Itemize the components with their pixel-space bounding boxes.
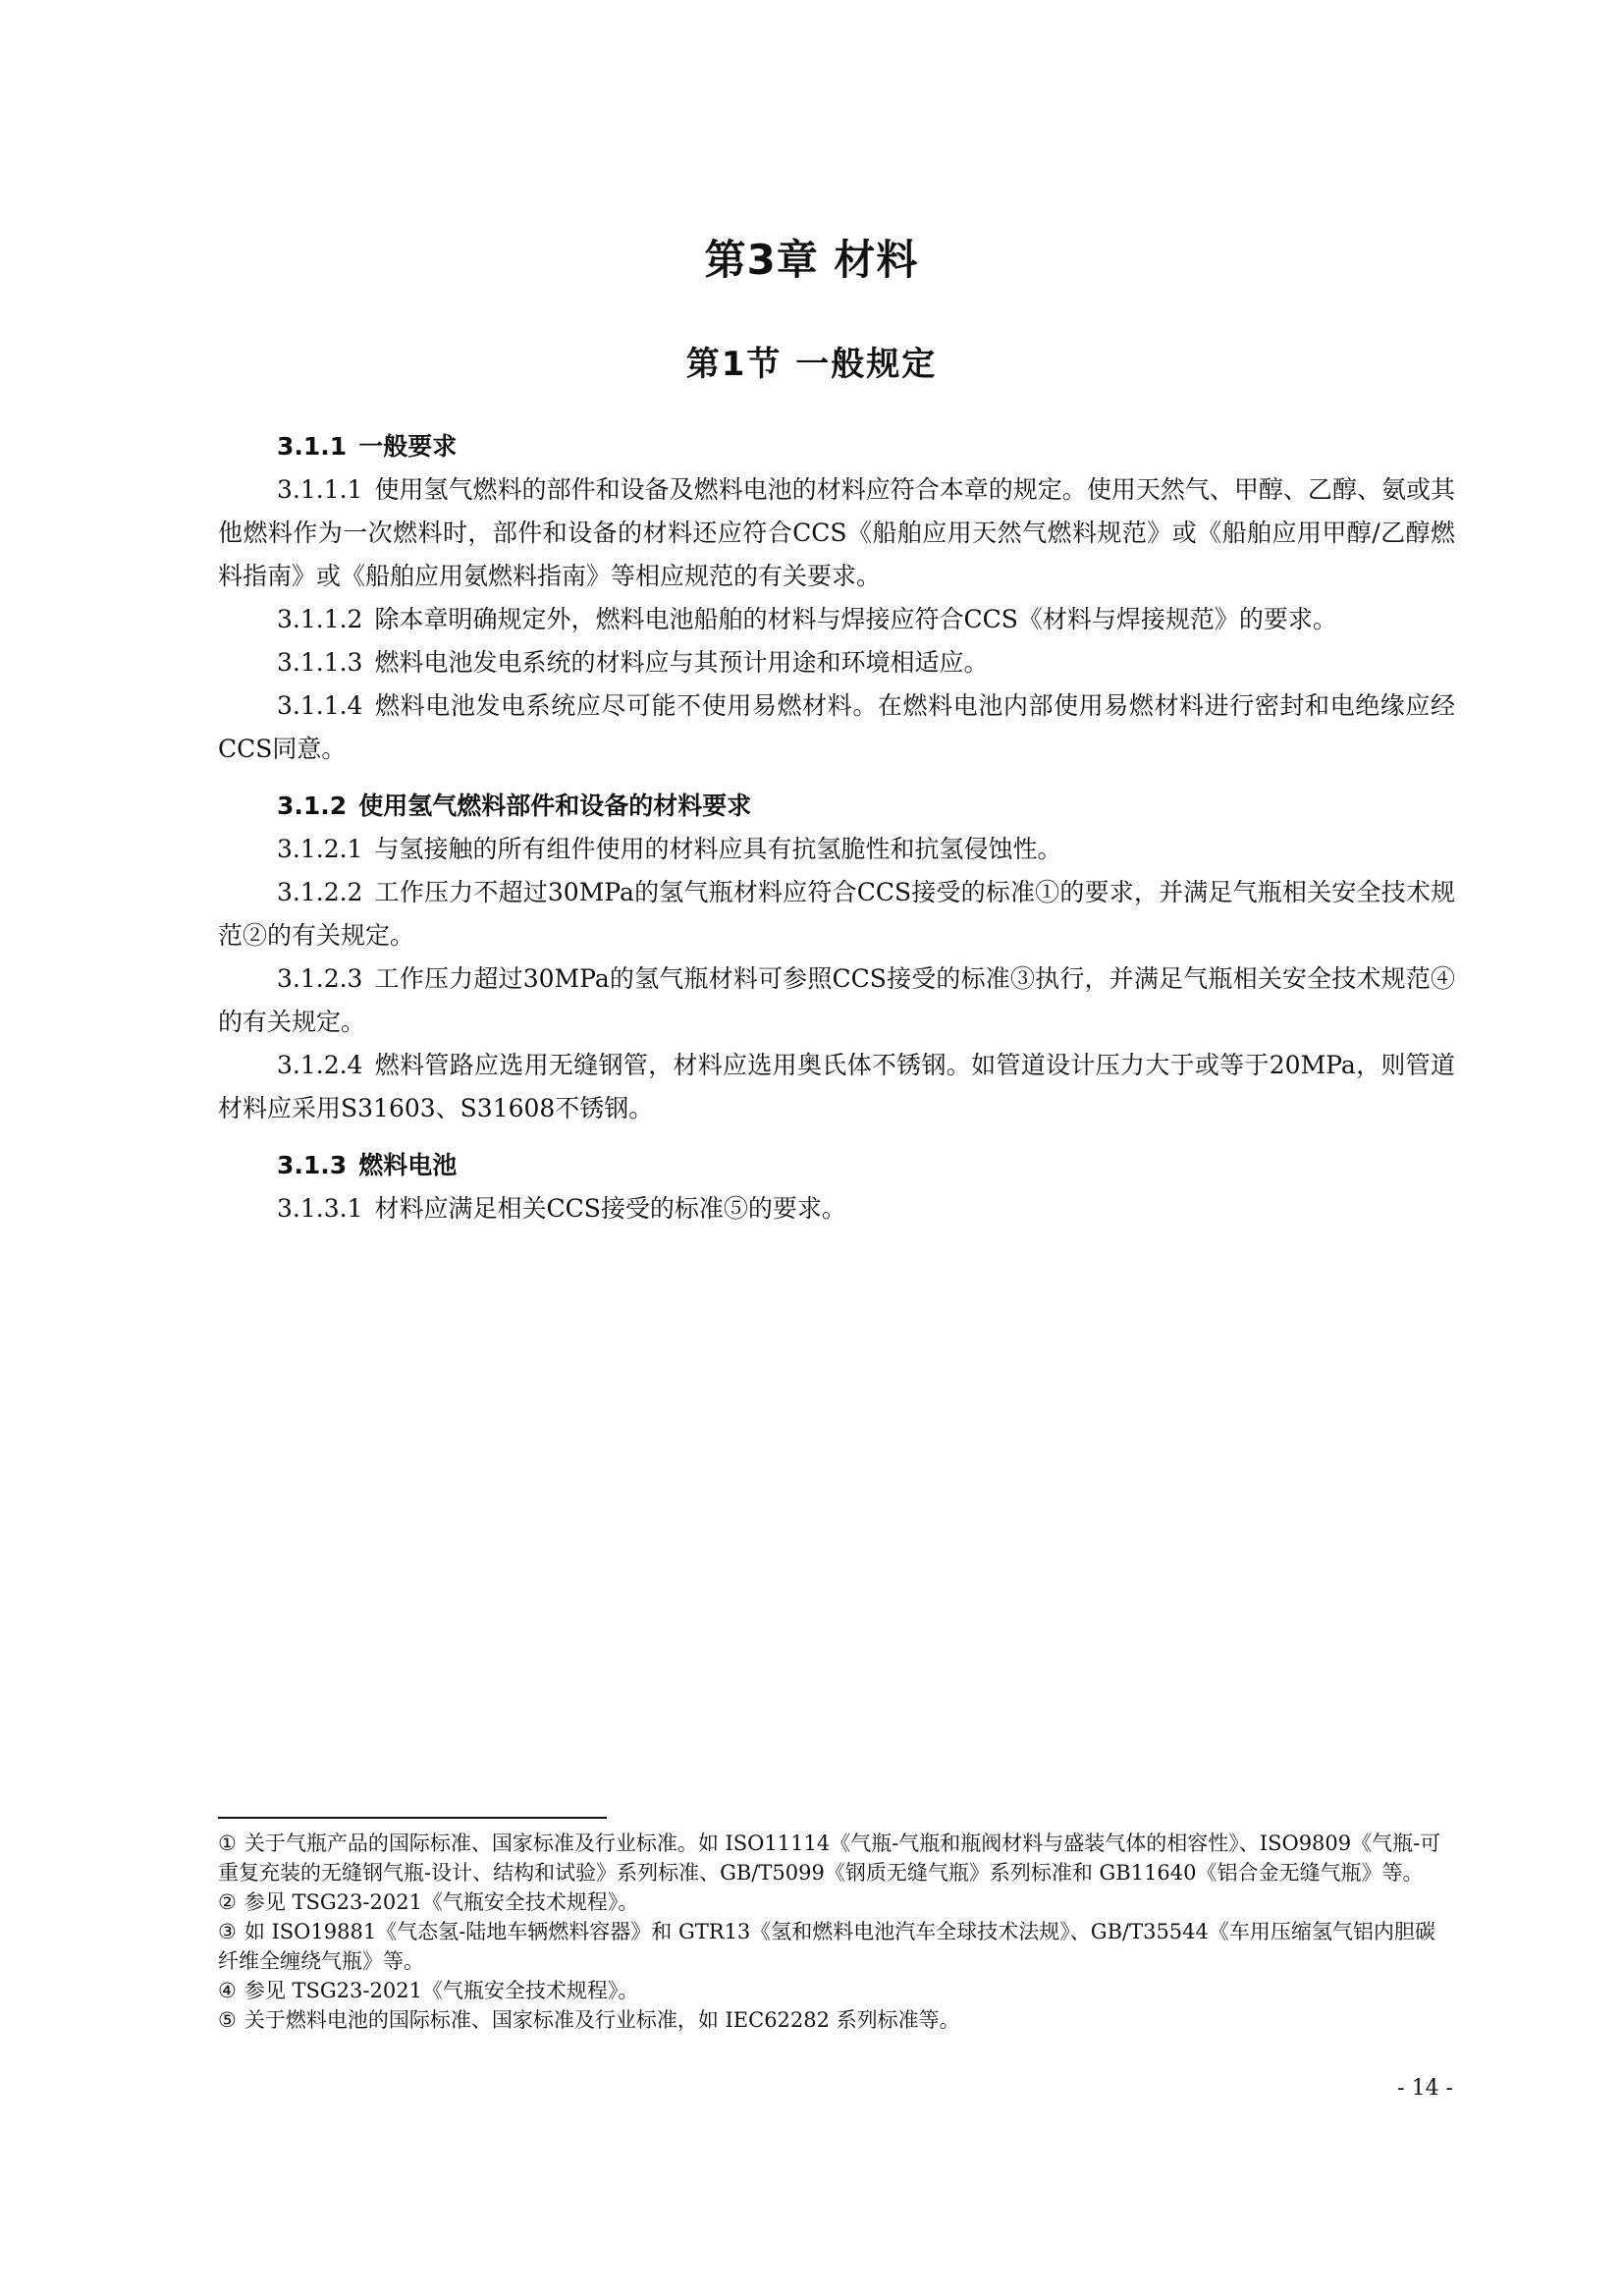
clause-paragraph: [218, 684, 1455, 771]
footnote-text: 关于气瓶产品的国际标准、国家标准及行业标准。如 ISO11114《气瓶-气瓶和瓶阀材料与盛装气体的相容性》、ISO9809《气瓶-可重复充装的无缝钢气瓶-设计、结构和试验》系列标准、GB/T5099《钢质无缝气瓶》系列标准和 GB11640《铝合金无缝气瓶》等。: [218, 1831, 1441, 1885]
footnote-mark: ⑤: [218, 2008, 237, 2032]
clause-number: 3.1.2.3: [277, 964, 363, 993]
footnote: [218, 1829, 1455, 1887]
clause-text: 材料应满足相关CCS接受的标准⑤的要求。: [374, 1194, 846, 1223]
clause-paragraph: [218, 871, 1455, 957]
body-text: [218, 425, 1455, 1230]
clause-paragraph: [218, 1187, 1455, 1230]
subsection-heading: [218, 1144, 1455, 1187]
clause-paragraph: [218, 598, 1455, 641]
clause-paragraph: [218, 468, 1455, 598]
clause-paragraph: [218, 641, 1455, 684]
clause-number: 3.1.1.2: [277, 605, 363, 633]
clause-paragraph: [218, 828, 1455, 871]
clause-text: 工作压力不超过30MPa的氢气瓶材料应符合CCS接受的标准①的要求，并满足气瓶相关安全技术规范②的有关规定。: [218, 878, 1455, 950]
clause-paragraph: [218, 1044, 1455, 1130]
footnote: [218, 1976, 1455, 2005]
clause-number: 3.1.2.2: [277, 878, 363, 906]
subsection-title: 使用氢气燃料部件和设备的材料要求: [358, 792, 752, 820]
clause-paragraph: [218, 957, 1455, 1044]
footnote-mark: ①: [218, 1831, 237, 1855]
clause-number: 3.1.1.1: [277, 475, 363, 504]
clause-text: 除本章明确规定外，燃料电池船舶的材料与焊接应符合CCS《材料与焊接规范》的要求。: [374, 605, 1337, 633]
section-title: 第1节 一般规定: [685, 345, 938, 384]
subsection-number: 3.1.1: [277, 432, 348, 461]
footnote-text: 如 ISO19881《气态氢-陆地车辆燃料容器》和 GTR13《氢和燃料电池汽车全球技术法规》、GB/T35544《车用压缩氢气铝内胆碳纤维全缠绕气瓶》等。: [218, 1920, 1435, 1973]
footnote-mark: ③: [218, 1920, 237, 1943]
clause-text: 工作压力超过30MPa的氢气瓶材料可参照CCS接受的标准③执行，并满足气瓶相关安全技术规范④的有关规定。: [218, 964, 1455, 1036]
footnote-text: 参见 TSG23-2021《气瓶安全技术规程》。: [243, 1890, 639, 1914]
subsection-title: 一般要求: [358, 432, 458, 461]
footnote-text: 参见 TSG23-2021《气瓶安全技术规程》。: [243, 1979, 639, 2002]
footnote-mark: ④: [218, 1979, 237, 2002]
subsection-title: 燃料电池: [358, 1151, 458, 1179]
clause-number: 3.1.2.1: [277, 835, 363, 863]
chapter-title: 第3章 材料: [704, 236, 919, 284]
clause-number: 3.1.3.1: [277, 1194, 363, 1223]
clause-number: 3.1.1.3: [277, 648, 363, 677]
footnote-divider: [218, 1817, 607, 1819]
clause-text: 与氢接触的所有组件使用的材料应具有抗氢脆性和抗氢侵蚀性。: [374, 835, 1062, 863]
footnote-mark: ②: [218, 1890, 237, 1914]
clause-text: 燃料电池发电系统应尽可能不使用易燃材料。在燃料电池内部使用易燃材料进行密封和电绝缘应经CCS同意。: [218, 691, 1455, 763]
clause-text: 燃料管路应选用无缝钢管，材料应选用奥氏体不锈钢。如管道设计压力大于或等于20MPa，则管道材料应采用S31603、S31608不锈钢。: [218, 1051, 1455, 1122]
footnote-text: 关于燃料电池的国际标准、国家标准及行业标准，如 IEC62282 系列标准等。: [243, 2008, 960, 2032]
clause-text: 使用氢气燃料的部件和设备及燃料电池的材料应符合本章的规定。使用天然气、甲醇、乙醇、氨或其他燃料作为一次燃料时，部件和设备的材料还应符合CCS《船舶应用天然气燃料规范》或《船舶应用甲醇/乙醇燃料指南》或《船舶应用氨燃料指南》等相应规范的有关要求。: [218, 475, 1455, 590]
subsection-heading: [218, 785, 1455, 828]
clause-number: 3.1.1.4: [277, 691, 363, 720]
subsection-number: 3.1.2: [277, 792, 348, 820]
footnote: [218, 1917, 1455, 1976]
footnote: [218, 1887, 1455, 1917]
clause-number: 3.1.2.4: [277, 1051, 363, 1079]
page-number: - 14 -: [1397, 2076, 1453, 2101]
clause-text: 燃料电池发电系统的材料应与其预计用途和环境相适应。: [374, 648, 989, 677]
subsection-number: 3.1.3: [277, 1151, 348, 1179]
subsection-heading: [218, 425, 1455, 468]
footnote: [218, 2005, 1455, 2035]
footnotes: [218, 1829, 1455, 2035]
